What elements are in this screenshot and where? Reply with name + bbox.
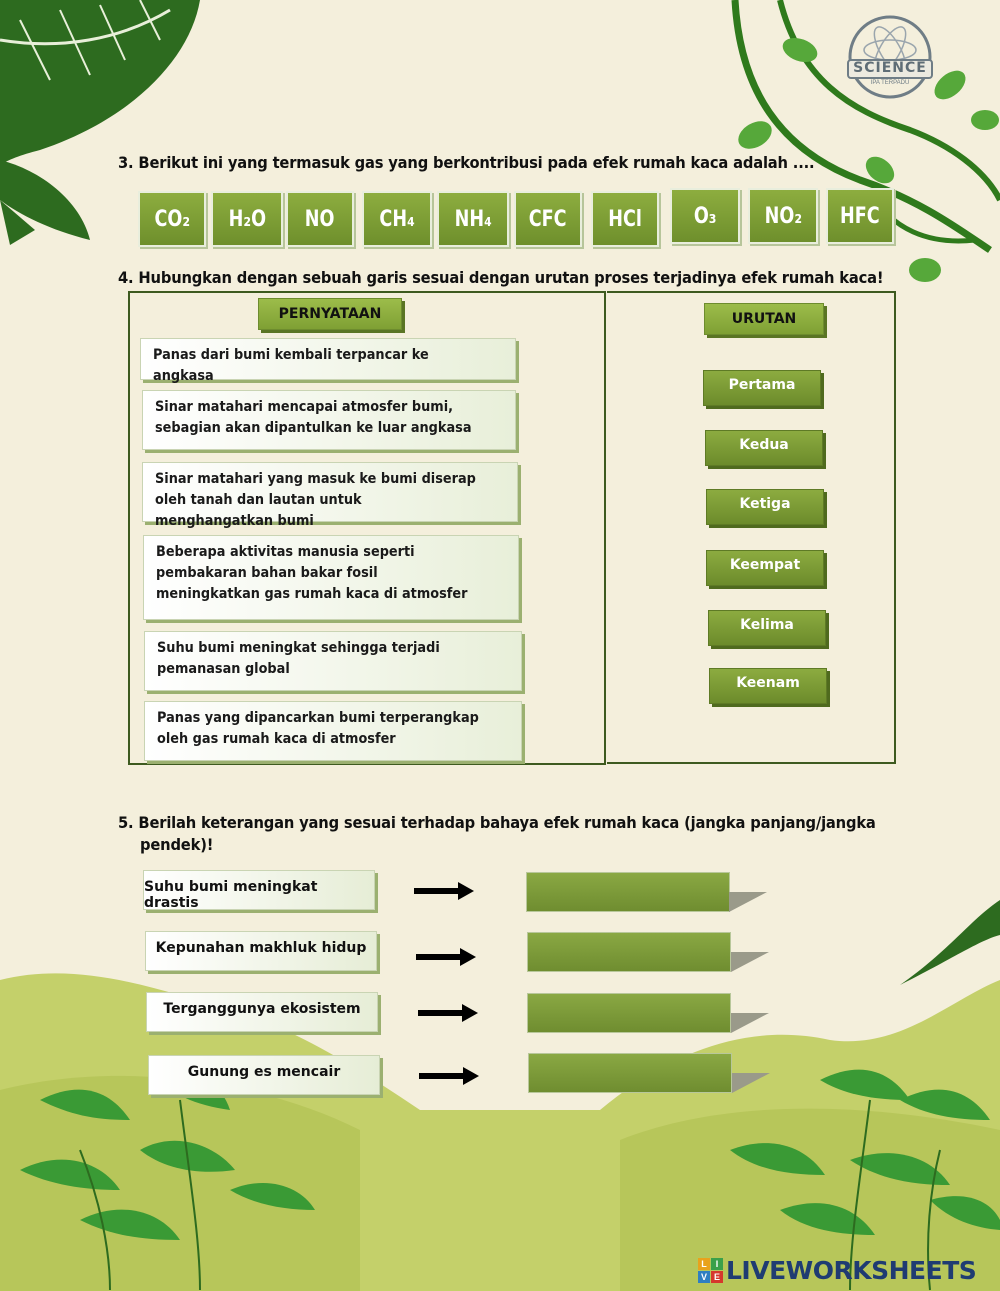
- gas-chip-hcl[interactable]: HCl: [591, 191, 659, 247]
- order-ketiga[interactable]: Ketiga: [706, 489, 824, 525]
- effect-item-4: Gunung es mencair: [148, 1055, 380, 1095]
- statement-6[interactable]: Panas yang dipancarkan bumi terperangkap oleh gas rumah kaca di atmosfer: [144, 701, 522, 761]
- gas-chip-cfc[interactable]: CFC: [514, 191, 582, 247]
- answer-input-1-tab: [729, 892, 767, 912]
- answer-input-3-tab: [731, 1013, 769, 1033]
- gas-chip-no[interactable]: NO: [286, 191, 354, 247]
- effect-item-1: Suhu bumi meningkat drastis: [143, 870, 375, 910]
- order-keempat[interactable]: Keempat: [706, 550, 824, 586]
- logo-subtext: IPA TERPADU: [870, 80, 910, 86]
- question-5-line2: pendek)!: [140, 835, 214, 854]
- gas-chip-h2o[interactable]: H₂O: [211, 191, 283, 247]
- order-kelima[interactable]: Kelima: [708, 610, 826, 646]
- header-pernyataan: PERNYATAAN: [258, 298, 402, 330]
- order-kedua[interactable]: Kedua: [705, 430, 823, 466]
- gas-chip-nh4[interactable]: NH₄: [437, 191, 509, 247]
- answer-input-3[interactable]: [527, 993, 731, 1033]
- statement-4[interactable]: Beberapa aktivitas manusia seperti pembakaran bahan bakar fosil meningkatkan gas rumah kaca di atmosfer: [143, 535, 519, 620]
- answer-input-1[interactable]: [526, 872, 730, 912]
- statement-2[interactable]: Sinar matahari mencapai atmosfer bumi, sebagian akan dipantulkan ke luar angkasa: [142, 390, 516, 450]
- live-badge-icon: L I V E: [698, 1258, 723, 1283]
- question-5-line1: 5. Berilah keterangan yang sesuai terhadap bahaya efek rumah kaca (jangka panjang/jangka: [118, 813, 876, 832]
- answer-input-2-tab: [731, 952, 769, 972]
- brand-text: LIVEWORKSHEETS: [726, 1255, 977, 1285]
- answer-input-4-tab: [732, 1073, 770, 1093]
- question-4: 4. Hubungkan dengan sebuah garis sesuai dengan urutan proses terjadinya efek rumah kaca!: [118, 268, 884, 287]
- gas-chip-co2[interactable]: CO₂: [138, 191, 206, 247]
- statement-3[interactable]: Sinar matahari yang masuk ke bumi diserap oleh tanah dan lautan untuk menghangatkan bumi: [142, 462, 518, 522]
- order-keenam[interactable]: Keenam: [709, 668, 827, 704]
- atom-icon: [842, 14, 938, 100]
- answer-input-4[interactable]: [528, 1053, 732, 1093]
- gas-chip-ch4[interactable]: CH₄: [362, 191, 432, 247]
- logo-text: SCIENCE: [853, 60, 927, 76]
- arrow-right-icon: [416, 946, 478, 968]
- gas-chip-o3[interactable]: O₃: [670, 188, 740, 244]
- header-urutan: URUTAN: [704, 303, 824, 335]
- liveworksheets-logo: [698, 1255, 976, 1285]
- statement-5[interactable]: Suhu bumi meningkat sehingga terjadi pemanasan global: [144, 631, 522, 691]
- science-logo: [842, 14, 938, 100]
- arrow-right-icon: [414, 880, 476, 902]
- answer-input-2[interactable]: [527, 932, 731, 972]
- statement-1[interactable]: Panas dari bumi kembali terpancar ke angkasa: [140, 338, 516, 380]
- question-3: 3. Berikut ini yang termasuk gas yang berkontribusi pada efek rumah kaca adalah ....: [118, 153, 815, 172]
- gas-chip-hfc[interactable]: HFC: [826, 188, 894, 244]
- effect-item-3: Terganggunya ekosistem: [146, 992, 378, 1032]
- arrow-right-icon: [418, 1002, 480, 1024]
- gas-chip-no2[interactable]: NO₂: [748, 188, 818, 244]
- effect-item-2: Kepunahan makhluk hidup: [145, 931, 377, 971]
- order-pertama[interactable]: Pertama: [703, 370, 821, 406]
- arrow-right-icon: [419, 1065, 481, 1087]
